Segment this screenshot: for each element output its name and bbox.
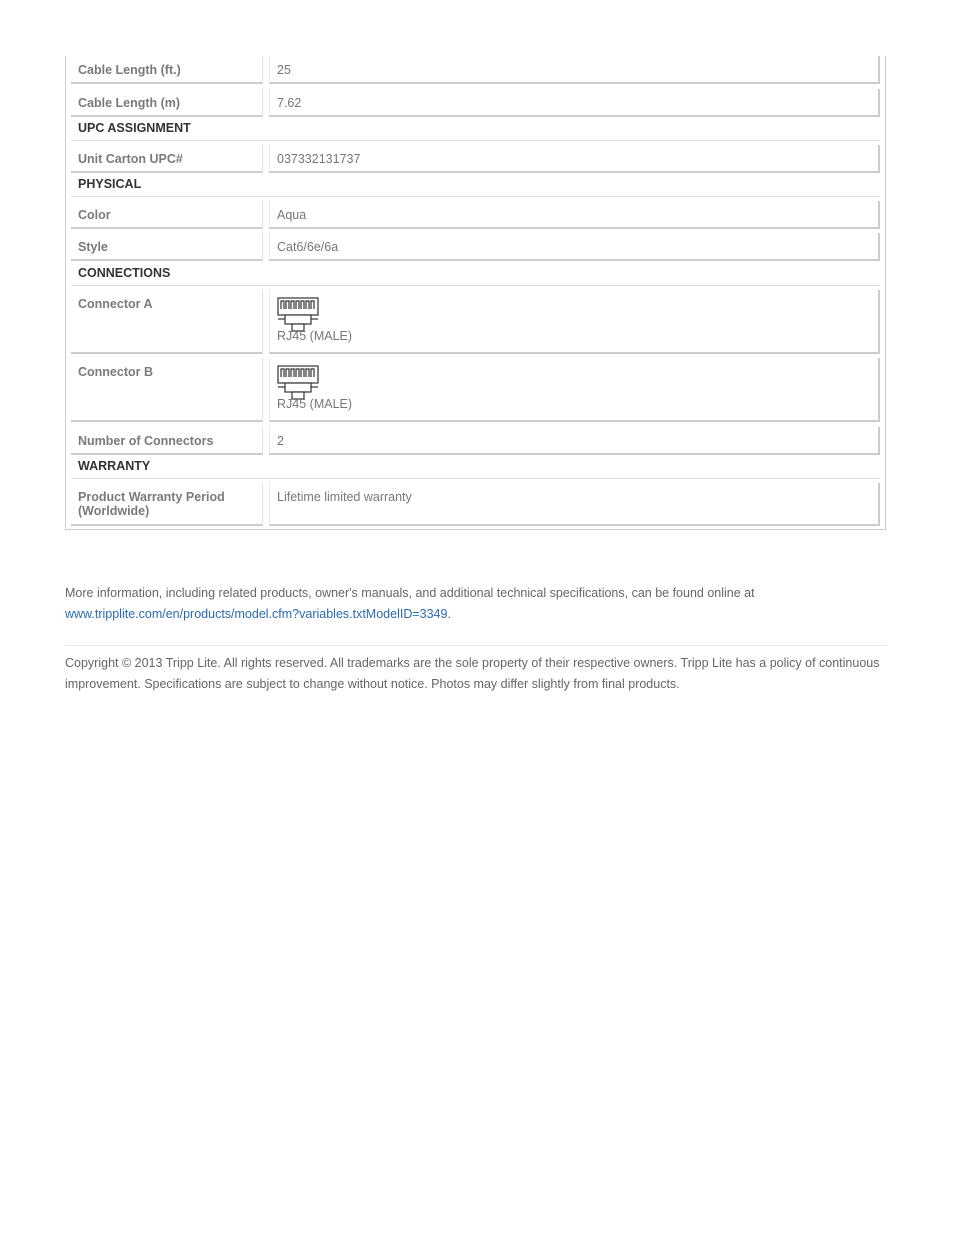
more-info-text: More information, including related products, owner's manuals, and additional technical specifications, can be found online at <box>65 586 755 600</box>
rj45-connector-icon <box>277 297 319 333</box>
spec-row-unit-carton-upc <box>71 145 880 173</box>
section-header-warranty <box>71 457 880 479</box>
rj45-connector-icon <box>277 365 319 401</box>
section-header-physical <box>71 175 880 197</box>
spec-row-style <box>71 233 880 261</box>
spec-label: Product Warranty Period (Worldwide) <box>71 483 263 526</box>
connector-type: RJ45 (MALE) <box>277 397 353 411</box>
spec-label: Style <box>71 233 263 261</box>
section-title: WARRANTY <box>78 459 151 473</box>
spec-label: Cable Length (ft.) <box>71 56 263 84</box>
spec-row-cable-length-m <box>71 89 880 117</box>
footer-divider <box>65 645 886 646</box>
spec-value: Aqua <box>269 201 880 229</box>
section-title: UPC ASSIGNMENT <box>78 121 191 135</box>
spec-table <box>65 56 886 530</box>
spec-label: Color <box>71 201 263 229</box>
spec-row-warranty-period <box>71 483 880 526</box>
spec-row-color <box>71 201 880 229</box>
spec-value <box>269 290 880 354</box>
spec-label: Unit Carton UPC# <box>71 145 263 173</box>
spec-label: Connector A <box>71 290 263 354</box>
connector-type: RJ45 (MALE) <box>277 329 353 343</box>
more-info-period: . <box>447 607 451 621</box>
more-info-paragraph <box>65 583 886 625</box>
spec-row-connector-a <box>71 290 880 354</box>
spec-label: Cable Length (m) <box>71 89 263 117</box>
spec-value: 2 <box>269 427 880 455</box>
spec-row-connector-b <box>71 358 880 422</box>
section-title: PHYSICAL <box>78 177 142 191</box>
spec-value: 037332131737 <box>269 145 880 173</box>
spec-row-cable-length-ft <box>71 56 880 84</box>
spec-value: 25 <box>269 56 880 84</box>
spec-label: Number of Connectors <box>71 427 263 455</box>
spec-value: 7.62 <box>269 89 880 117</box>
section-header-upc <box>71 119 880 141</box>
section-header-connections <box>71 264 880 286</box>
copyright-notice: Copyright © 2013 Tripp Lite. All rights reserved. All trademarks are the sole property of their respective owners. Tripp Lite has a policy of continuous improvement. Specifications are subject to change without notice. Photos may differ slightly from final products. <box>65 656 880 691</box>
spec-value: Cat6/6e/6a <box>269 233 880 261</box>
spec-row-number-of-connectors <box>71 427 880 455</box>
product-page-link[interactable]: www.tripplite.com/en/products/model.cfm?variables.txtModelID=3349 <box>65 607 448 621</box>
section-title: CONNECTIONS <box>78 266 171 280</box>
spec-label: Connector B <box>71 358 263 422</box>
spec-value <box>269 358 880 422</box>
spec-value: Lifetime limited warranty <box>269 483 880 526</box>
